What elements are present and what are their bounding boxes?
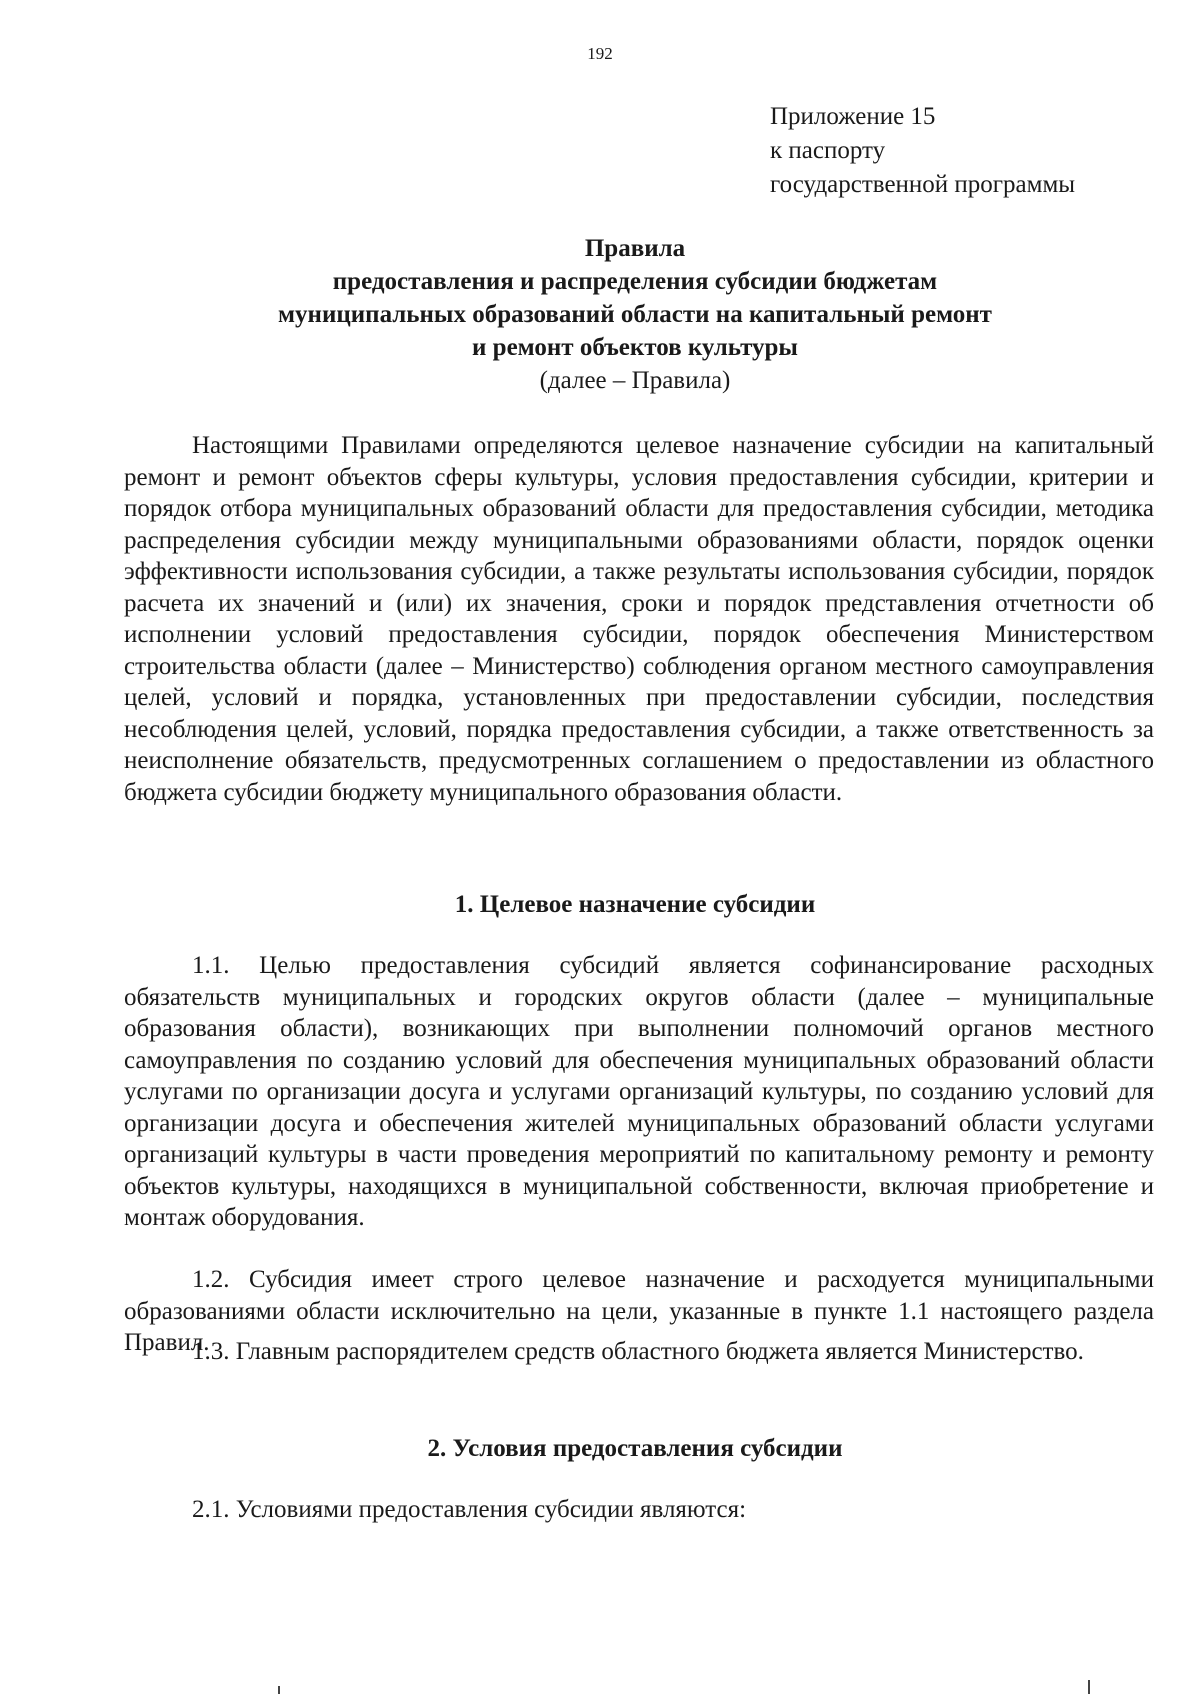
appendix-line: государственной программы [770,171,1076,198]
paragraph-2-1: 2.1. Условиями предоставления субсидии являются: [192,1496,747,1523]
paragraph-1-3: 1.3. Главным распорядителем средств областного бюджета является Министерство. [192,1338,1084,1365]
scan-artifact [278,1686,280,1694]
document-title [120,232,1150,397]
title-line: муниципальных образований области на капитальный ремонт [278,301,992,328]
appendix-line: к паспорту [770,137,886,164]
appendix-note [770,100,1170,202]
title-line: Правила [584,235,686,262]
section-heading-2: 2. Условия предоставления субсидии [427,1435,843,1462]
title-line: и ремонт объектов культуры [472,334,798,361]
scan-artifact [1088,1680,1090,1694]
page-number: 192 [587,44,613,63]
title-line: предоставления и распределения субсидии бюджетам [332,268,938,295]
title-subline: (далее – Правила) [539,367,731,394]
paragraph-1-2: 1.2. Субсидия имеет строго целевое назначение и расходуется муниципальными образованиями области исключительно на цели, указанные в пункте 1.1 настоящего раздела Правил. [124,1266,1154,1356]
appendix-line: Приложение 15 [770,103,936,130]
intro-paragraph: Настоящими Правилами определяются целевое назначение субсидии на капитальный ремонт и ремонт объектов сферы культуры, условия предоставления субсидии, критерии и порядок отбора муниципальных образований области для предоставления субсидии, методика распределения субсидии между муниципальными образованиями области, порядок оценки эффективности использования субсидии, а также результаты использования субсидии, порядок расчета их значений и (или) их значения, сроки и порядок представления отчетности об исполнении условий предоставления субсидии, порядок обеспечения Министерством строительства области (далее – Министерство) соблюдения органом местного самоуправления целей, условий и порядка, установленных при предоставлении субсидии, последствия несоблюдения целей, условий, порядка предоставления субсидии, а также ответственность за неисполнение обязательств, предусмотренных соглашением о предоставлении из областного бюджета субсидии бюджету муниципального образования области. [124,432,1154,806]
section-heading-1: 1. Целевое назначение субсидии [454,891,816,918]
paragraph-1-1: 1.1. Целью предоставления субсидий является софинансирование расходных обязательств муниципальных и городских округов области (далее – муниципальные образования области), возникающих при выполнении полномочий органов местного самоуправления по созданию условий для обеспечения муниципальных образований области услугами по организации досуга и услугами организаций культуры, по созданию условий для организации досуга и обеспечения жителей муниципальных образований области услугами организаций культуры в части проведения мероприятий по капитальному ремонту и ремонту объектов культуры, находящихся в муниципальной собственности, включая приобретение и монтаж оборудования. [124,952,1154,1231]
